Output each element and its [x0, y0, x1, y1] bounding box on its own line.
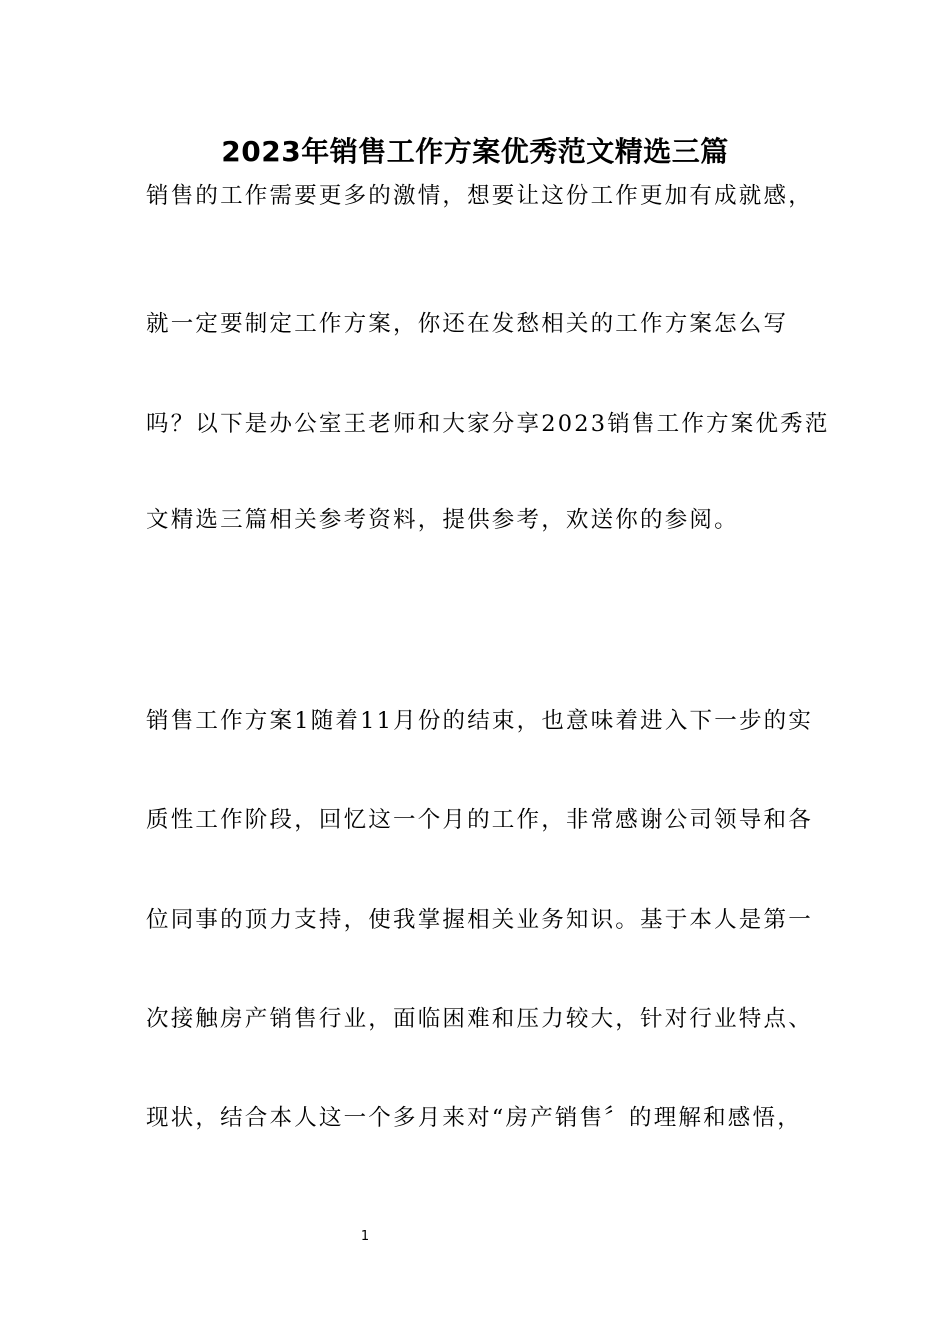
body-line-3: 位同事的顶力支持，使我掌握相关业务知识。基于本人是第一 — [146, 907, 813, 933]
document-title: 2023年销售工作方案优秀范文精选三篇 — [221, 135, 729, 168]
intro-line-1: 销售的工作需要更多的激情，想要让这份工作更加有成就感， — [146, 183, 813, 209]
body-line-2: 质性工作阶段，回忆这一个月的工作，非常感谢公司领导和各 — [146, 807, 813, 833]
intro-line-3: 吗？以下是办公室王老师和大家分享2023销售工作方案优秀范 — [146, 411, 830, 437]
body-line-5: 现状，结合本人这一个多月来对“房产销售〞的理解和感悟， — [146, 1105, 802, 1131]
body-line-4: 次接触房产销售行业，面临困难和压力较大，针对行业特点、 — [146, 1006, 813, 1032]
body-line-1: 销售工作方案1随着11月份的结束，也意味着进入下一步的实 — [146, 708, 814, 734]
page-number: 1 — [360, 1229, 370, 1244]
intro-line-4: 文精选三篇相关参考资料，提供参考，欢送你的参阅。 — [146, 507, 739, 533]
intro-line-2: 就一定要制定工作方案，你还在发愁相关的工作方案怎么写 — [146, 311, 789, 337]
